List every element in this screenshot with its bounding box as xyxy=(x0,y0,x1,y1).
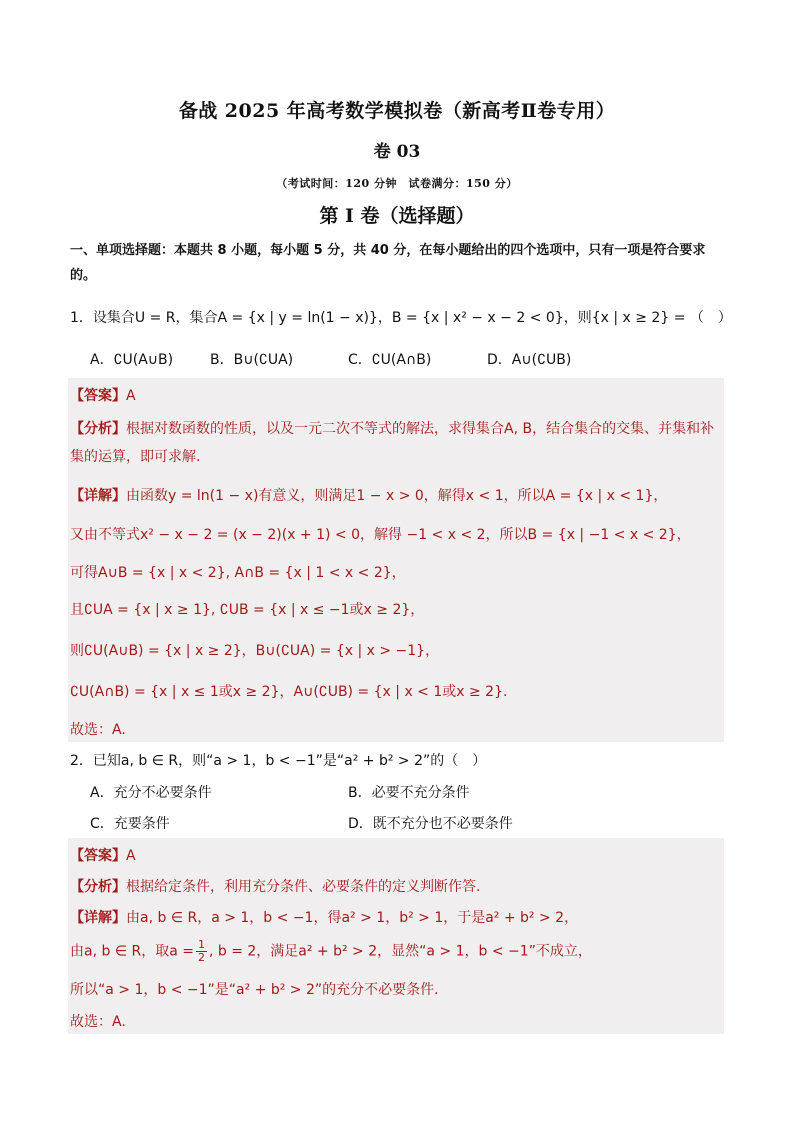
solution-text: 根据对数函数的性质，以及一元二次不等式的解法，求得集合A, B，结合集合的交集、并集和补 xyxy=(126,421,715,437)
section-instructions: 一、单项选择题：本题共 8 小题，每小题 5 分，共 40 分，在每小题给出的四个选项中，只有一项是符合要求的。 xyxy=(70,243,706,283)
solution-tag: 【详解】 xyxy=(70,910,126,926)
fraction-one-half xyxy=(196,939,207,964)
solution-text: 由a, b ∈ R，a > 1，b < −1，得a² > 1，b² > 1，于是a² + b² > 2， xyxy=(126,910,579,926)
page-title: 备战 2025 年高考数学模拟卷（新高考Ⅱ卷专用） xyxy=(178,100,616,122)
q1-detail-line: 且∁UA = {x | x ≥ 1}, ∁UB = {x | x ≤ −1或x ≥ 2}， xyxy=(70,602,425,618)
q2-detail-line xyxy=(70,907,578,927)
q1-answer xyxy=(70,385,136,405)
fraction-denominator: 2 xyxy=(197,951,205,964)
q2-solution-box xyxy=(68,838,724,1034)
q1-analysis-cont: 集的运算，即可求解. xyxy=(70,449,201,465)
q2-analysis xyxy=(70,876,480,896)
q1-option-c: C．∁U(A∩B) xyxy=(348,352,432,368)
solution-tag: 【答案】 xyxy=(70,388,126,404)
q2-stem: 2．已知a, b ∈ R，则“a > 1，b < −1”是“a² + b² > 2”的（ ） xyxy=(70,753,487,769)
q1-option-b: B．B∪(∁UA) xyxy=(210,352,294,368)
q2-option-a: A．充分不必要条件 xyxy=(90,785,212,801)
q2-conclusion: 故选：A. xyxy=(70,1014,126,1030)
solution-text: 根据给定条件，利用充分条件、必要条件的定义判断作答. xyxy=(126,879,481,895)
q2-detail-line: 所以“a > 1，b < −1”是“a² + b² > 2”的充分不必要条件. xyxy=(70,982,439,998)
solution-text: 由函数y = ln(1 − x)有意义，则满足1 − x > 0，解得x < 1，所以A = {x | x < 1}， xyxy=(126,488,668,504)
q1-stem: 1．设集合U = R，集合A = {x | y = ln(1 − x)}，B = {x | x² − x − 2 < 0}，则{x | x ≥ 2} = （ ） xyxy=(70,310,732,326)
q2-answer xyxy=(70,845,136,865)
section-title: 第 I 卷（选择题） xyxy=(319,205,475,227)
q1-conclusion: 故选：A. xyxy=(70,722,126,738)
solution-text: A xyxy=(126,388,136,404)
q1-detail-line: 则∁U(A∪B) = {x | x ≥ 2}，B∪(∁UA) = {x | x > −1}， xyxy=(70,643,440,659)
q1-option-d: D．A∪(∁UB) xyxy=(487,352,572,368)
q1-detail-line xyxy=(70,485,667,505)
q2-option-b: B．必要不充分条件 xyxy=(348,785,470,801)
solution-tag: 【答案】 xyxy=(70,848,126,864)
solution-tag: 【分析】 xyxy=(70,879,126,895)
q1-option-a: A．∁U(A∪B) xyxy=(90,352,174,368)
solution-tag: 【分析】 xyxy=(70,421,126,437)
q2-detail-text: 由a, b ∈ R，取a = xyxy=(70,943,194,960)
q2-option-d: D．既不充分也不必要条件 xyxy=(348,816,513,832)
exam-info: （考试时间：120 分钟 试卷满分：150 分） xyxy=(276,177,518,190)
q2-detail-line xyxy=(70,939,592,964)
fraction-numerator: 1 xyxy=(197,938,205,951)
q2-option-c: C．充要条件 xyxy=(90,816,170,832)
q1-detail-line: 又由不等式x² − x − 2 = (x − 2)(x + 1) < 0，解得 −1 < x < 2，所以B = {x | −1 < x < 2}， xyxy=(70,527,691,543)
q1-detail-line: 可得A∪B = {x | x < 2}, A∩B = {x | 1 < x < 2}， xyxy=(70,565,406,581)
q1-analysis xyxy=(70,418,714,438)
paper-number: 卷 03 xyxy=(373,142,421,162)
solution-tag: 【详解】 xyxy=(70,488,126,504)
solution-text: A xyxy=(126,848,136,864)
q2-detail-text: , b = 2，满足a² + b² > 2，显然“a > 1，b < −1”不成立， xyxy=(208,943,592,960)
q1-detail-line: ∁U(A∩B) = {x | x ≤ 1或x ≥ 2}，A∪(∁UB) = {x | x < 1或x ≥ 2}. xyxy=(70,684,508,700)
